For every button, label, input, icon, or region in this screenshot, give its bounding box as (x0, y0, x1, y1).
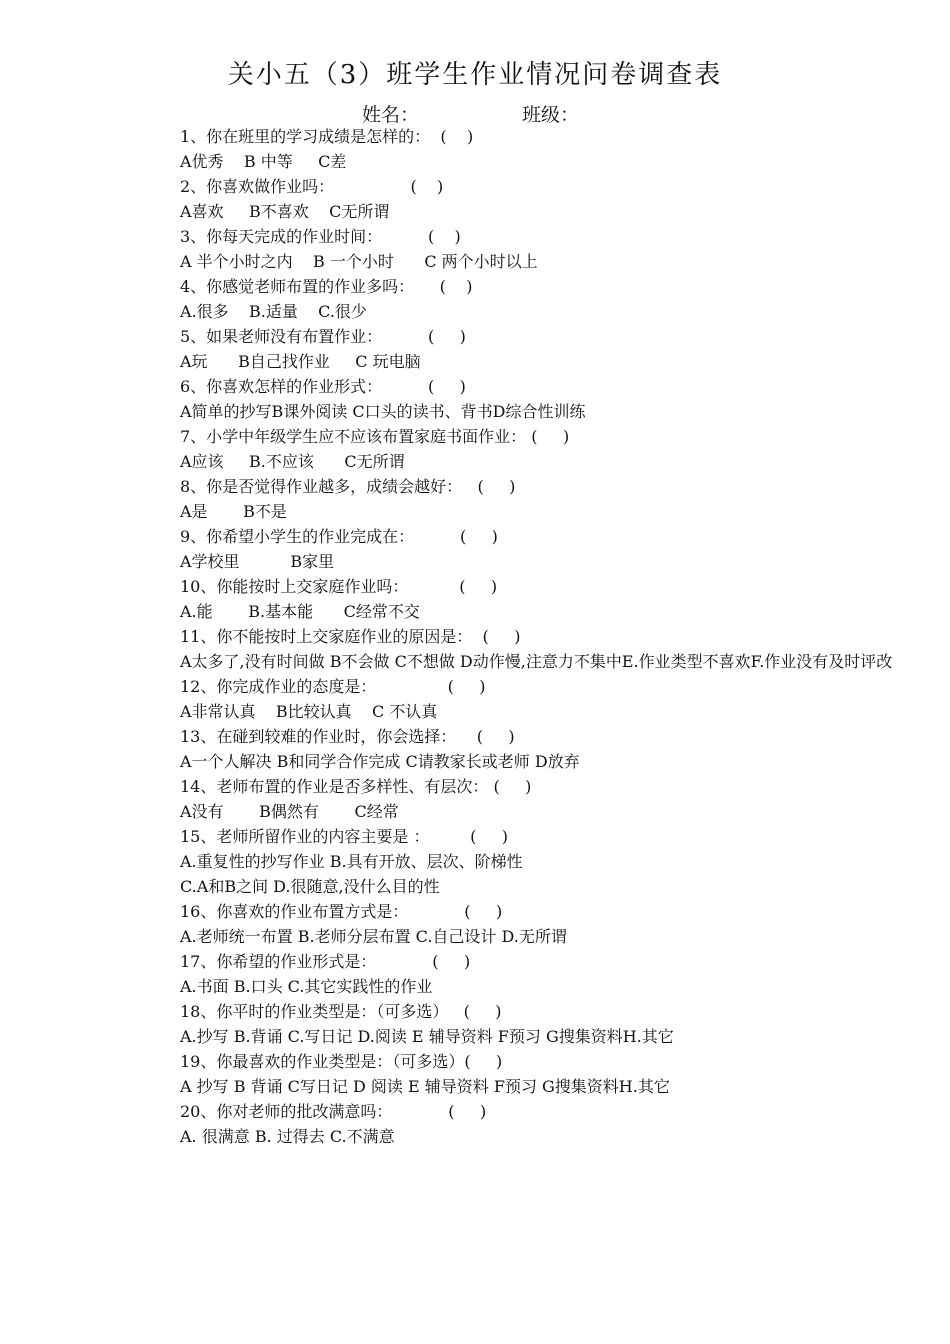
question-line: 5、如果老师没有布置作业： ( ) (180, 327, 466, 346)
question-line: 20、你对老师的批改满意吗： ( ) (180, 1102, 487, 1121)
options-line: A.能 B.基本能 C经常不交 (180, 602, 420, 621)
question-line: 1、你在班里的学习成绩是怎样的： ( ) (180, 127, 474, 146)
question-line: 6、你喜欢怎样的作业形式： ( ) (180, 377, 466, 396)
question-line: 8、你是否觉得作业越多，成绩会越好： ( ) (180, 477, 516, 496)
options-line: A没有 B偶然有 C经常 (180, 802, 399, 821)
options-line: A喜欢 B不喜欢 C无所谓 (180, 202, 390, 221)
question-list (180, 124, 910, 1149)
question-line: 18、你平时的作业类型是：（可多选） ( ) (180, 1002, 502, 1021)
page-title: 关小五（3）班学生作业情况问卷调查表 (227, 60, 723, 90)
options-line: A应该 B.不应该 C无所谓 (180, 452, 405, 471)
question-line: 7、小学中年级学生应不应该布置家庭书面作业： ( ) (180, 427, 570, 446)
options-line: C.A和B之间 D.很随意,没什么目的性 (180, 877, 440, 896)
question-line: 14、老师布置的作业是否多样性、有层次： ( ) (180, 777, 532, 796)
question-line: 17、你希望的作业形式是： ( ) (180, 952, 471, 971)
options-line: A优秀 B 中等 C差 (180, 152, 347, 171)
options-line: A 抄写 B 背诵 C写日记 D 阅读 E 辅导资料 F预习 G搜集资料H.其它 (180, 1077, 670, 1096)
options-line: A玩 B自己找作业 C 玩电脑 (180, 352, 421, 371)
question-line: 13、在碰到较难的作业时，你会选择： ( ) (180, 727, 515, 746)
question-line: 2、你喜欢做作业吗： ( ) (180, 177, 444, 196)
options-line: A是 B不是 (180, 502, 287, 521)
question-line: 11、你不能按时上交家庭作业的原因是： ( ) (180, 627, 521, 646)
student-info-fields (362, 100, 579, 127)
options-line: A.很多 B.适量 C.很少 (180, 302, 367, 321)
question-line: 9、你希望小学生的作业完成在： ( ) (180, 527, 498, 546)
name-field-label: 姓名： (362, 104, 420, 126)
question-line: 4、你感觉老师布置的作业多吗： ( ) (180, 277, 473, 296)
options-line: A学校里 B家里 (180, 552, 335, 571)
question-line: 16、你喜欢的作业布置方式是： ( ) (180, 902, 503, 921)
class-field-label: 班级： (522, 104, 580, 126)
question-line: 3、你每天完成的作业时间： ( ) (180, 227, 461, 246)
options-line: A. 很满意 B. 过得去 C.不满意 (180, 1127, 395, 1146)
options-line: A一个人解决 B和同学合作完成 C请教家长或老师 D放弃 (180, 752, 580, 771)
options-line: A非常认真 B比较认真 C 不认真 (180, 702, 438, 721)
question-line: 19、你最喜欢的作业类型是：（可多选）( ) (180, 1052, 503, 1071)
options-line: A.抄写 B.背诵 C.写日记 D.阅读 E 辅导资料 F预习 G搜集资料H.其它 (180, 1027, 674, 1046)
options-line: A太多了,没有时间做 B不会做 C不想做 D动作慢,注意力不集中E.作业类型不喜欢F.作业没有及时评改 (180, 652, 893, 671)
options-line: A.老师统一布置 B.老师分层布置 C.自己设计 D.无所谓 (180, 927, 567, 946)
options-line: A 半个小时之内 B 一个小时 C 两个小时以上 (180, 252, 538, 271)
question-line: 10、你能按时上交家庭作业吗： ( ) (180, 577, 498, 596)
options-line: A.重复性的抄写作业 B.具有开放、层次、阶梯性 (180, 852, 523, 871)
options-line: A简单的抄写B课外阅读 C口头的读书、背书D综合性训练 (180, 402, 586, 421)
question-line: 15、老师所留作业的内容主要是 ： ( ) (180, 827, 509, 846)
question-line: 12、你完成作业的态度是： ( ) (180, 677, 486, 696)
options-line: A.书面 B.口头 C.其它实践性的作业 (180, 977, 433, 996)
